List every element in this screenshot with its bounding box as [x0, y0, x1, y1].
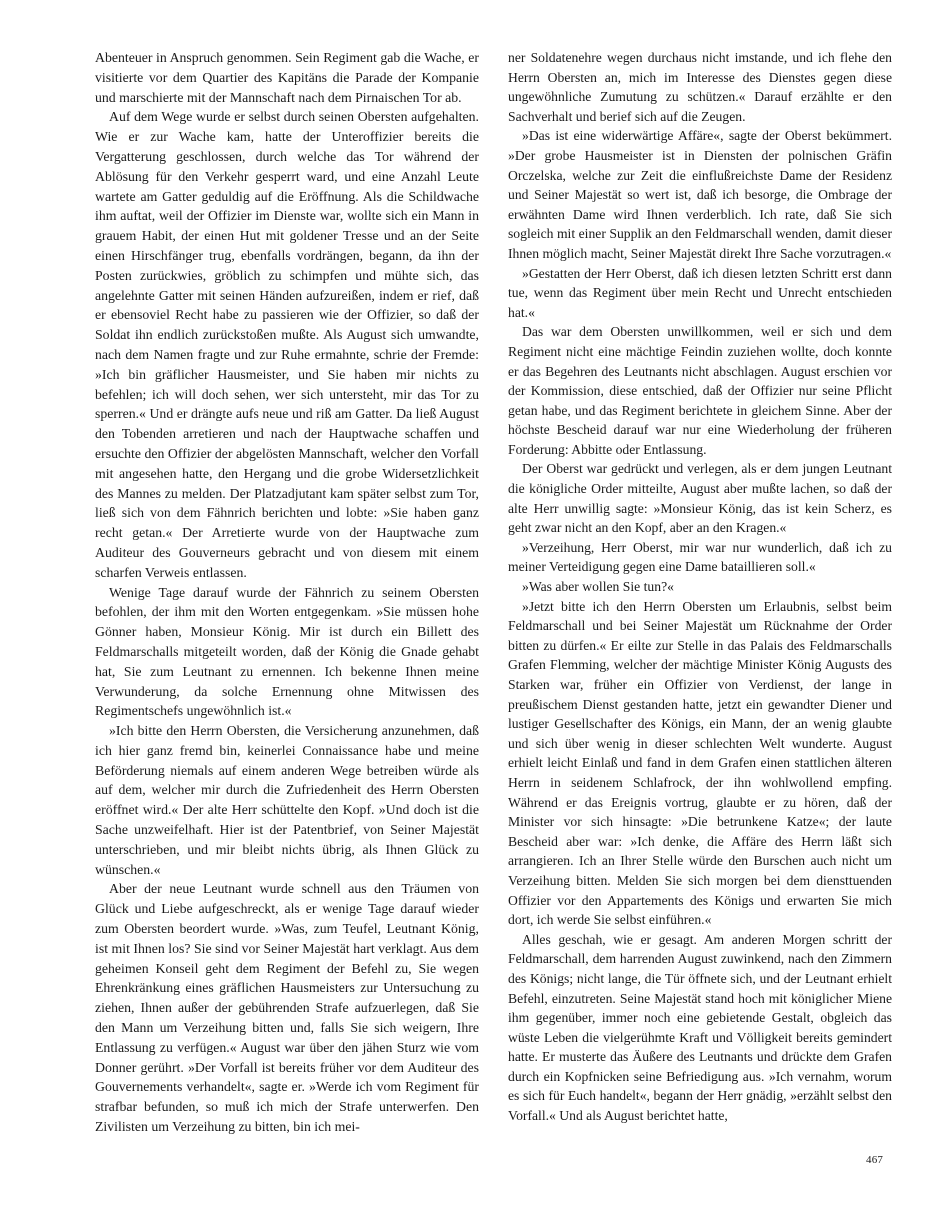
paragraph: ner Soldatenehre wegen durchaus nicht imstande, und ich flehe den Herrn Obersten an, mich im Interesse des Dienstes gegen diese ungewöhnliche Zumutung zu schützen.« Darauf erzählte er den Sachverhalt und berief sich auf die Zeugen.: [508, 50, 892, 124]
paragraph: Das war dem Obersten unwillkommen, weil er sich und dem Regiment nicht eine mächtige Feindin zuziehen wollte, doch konnte er das Begehren des Leutnants nicht abschlagen. August erschien vor der Kommission, diese entschied, daß der Offizier nur seine Pflicht getan habe, und das Regiment berichtete in gleichem Sinne. Aber der höchste Bescheid darauf war nur eine Wiederholung der früheren Forderung: Abbitte oder Entlassung.: [508, 324, 892, 457]
paragraph: Abenteuer in Anspruch genommen. Sein Regiment gab die Wache, er visitierte vor dem Quartier des Kapitäns die Parade der Kompanie und marschierte mit der Mannschaft nach dem Pirnaischen Tor ab.: [95, 50, 479, 105]
paragraph: Alles geschah, wie er gesagt. Am anderen Morgen schritt der Feldmarschall, dem harrenden August zuwinkend, nach den Zimmern des Königs; nicht lange, die Tür öffnete sich, und der Leutnant erhielt Befehl, einzutreten. Seine Majestät stand hoch mit königlicher Miene ihm gegenüber, immer noch eine gebietende Gestalt, obgleich das wüste Leben die vielgerühmte Kraft und Völligkeit bereits gemindert hatte. Er musterte das Äußere des Leutnants und drückte dem Grafen durch ein Kopfnicken seine Befriedigung aus. »Ich vernahm, worum es sich für Euch handelt«, begann der Herr gnädig, »erzählt selbst den Vorfall.« Und als August berichtet hatte,: [508, 931, 892, 1124]
paragraph: Wenige Tage darauf wurde der Fähnrich zu seinem Obersten befohlen, der ihm mit den Worten entgegenkam. »Sie müssen hohe Gönner haben, Monsieur König. Mir ist durch ein Billett des Feldmarschalls mitgeteilt worden, daß der König die Gnade gehabt hat, Sie zum Leutnant zu ernennen. Ich bekenne Ihnen meine Verwunderung, da solche Ernennung ohne Mitwissen des Regimentschefs ungewöhnlich ist.«: [95, 584, 479, 719]
left-text-column: [95, 48, 479, 1137]
paragraph: »Das ist eine widerwärtige Affäre«, sagte der Oberst bekümmert. »Der grobe Hausmeister ist in Diensten der polnischen Gräfin Orczelska, welche zur Zeit die einflußreichste Dame der Residenz und Seiner Majestät so wert ist, daß ich besorge, die Ombrage der erwähnten Dame wird Ihnen verderblich. Ich rate, daß Sie sich sogleich mit einer Supplik an den Feldmarschall wenden, damit dieser Ihnen möglich macht, Seiner Majestät direkt Ihre Sache vorzutragen.«: [508, 128, 892, 261]
page-number: 467: [866, 1154, 884, 1166]
paragraph: »Was aber wollen Sie tun?«: [522, 579, 674, 595]
paragraph: Aber der neue Leutnant wurde schnell aus den Träumen von Glück und Liebe aufgeschreckt, als er wenige Tage darauf wieder zum Obersten beordert wurde. »Was, zum Teufel, Leutnant König, ist mit Ihnen los? Sie sind vor Seiner Majestät hart verklagt. Aus dem geheimen Konseil geht dem Regiment der Befehl zu, Sie wegen Ehrenkränkung eines gräflichen Hausmeisters zur Untersuchung zu ziehen, Ihnen außer der gebührenden Strafe aufzuerlegen, daß Sie den Mann um Verzeihung bitten und, falls Sie sich weigern, Ihre Entlassung zu verfügen.« August war über den jähen Sturz wie vom Donner gerührt. »Der Vorfall ist bereits früher vor dem Auditeur des Gouvernements verhandelt«, sagte er. »Werde ich vom Regiment für strafbar befunden, so muß ich mich der Strafe unterwerfen. Den Zivilisten um Verzeihung zu bitten, bin ich mei-: [95, 881, 479, 1135]
right-text-column: [508, 48, 892, 1126]
paragraph: »Gestatten der Herr Oberst, daß ich diesen letzten Schritt erst dann tue, wenn das Regiment über mein Recht und Unrecht entschieden hat.«: [508, 265, 892, 320]
paragraph: »Ich bitte den Herrn Obersten, die Versicherung anzunehmen, daß ich hier ganz fremd bin, keinerlei Connaissance habe und meine Beförderung niemals auf einem anderen Wege betreiben würde als auf dem, welcher mir durch die Zufriedenheit des Herrn Obersten eröffnet wird.« Der alte Herr schüttelte den Kopf. »Und doch ist die Sache unzweifelhaft. Hier ist der Patentbrief, von Seiner Majestät unterschrieben, und mir bleibt nichts übrig, als Ihnen Glück zu wünschen.«: [95, 723, 479, 877]
paragraph: Auf dem Wege wurde er selbst durch seinen Obersten aufgehalten. Wie er zur Wache kam, hatte der Unteroffizier bereits die Vergatterung geschlossen, durch welche das Tor während der Ablösung für den Verkehr gesperrt ward, und eine Anzahl Leute wartete am Gatter geduldig auf die Eröffnung. Als die Schildwache ihm auftat, weil der Offizier im Dienste war, wollte sich ein Mann in grauem Habit, der einen Hut mit goldener Tresse und an der Seite einen Hirschfänger trug, ebenfalls vordrängen, begann, da ihn der Posten zurückwies, gröblich zu schimpfen und mühte sich, das angelehnte Gatter mit seinen Händen aufzureißen, indem er rief, daß er ebensoviel Recht habe zu passieren wie der Offizier, so daß der Soldat ihn endlich zurückstoßen mußte. Als August sich umwandte, nach dem Namen fragte und zur Ruhe ermahnte, schrie der Fremde: »Ich bin gräflicher Hausmeister, und Sie haben mir nichts zu befehlen; ich will doch sehen, wer sich untersteht, mir das Tor zu sperren.« Und er drängte aufs neue und riß am Gatter. Da ließ August den Tobenden arretieren und nach der Hauptwache schaffen und ersuchte den Offizier der abgelösten Mannschaft, welcher den Vorfall mit angesehen hatte, den Hergang und die grobe Widersetzlichkeit des Mannes zu melden. Der Platzadjutant kam später selbst zum Tor, ließ sich von dem Fähnrich berichten und lobte: »Sie haben ganz recht getan.« Der Arretierte wurde von der Hauptwache zum Auditeur des Gouverneurs gebracht und von diesem mit einem scharfen Verweis entlassen.: [95, 109, 479, 580]
paragraph: »Verzeihung, Herr Oberst, mir war nur wunderlich, daß ich zu meiner Verteidigung gegen eine Dame bataillieren soll.«: [508, 539, 892, 575]
paragraph: Der Oberst war gedrückt und verlegen, als er dem jungen Leutnant die königliche Order mitteilte, August aber mußte lachen, so daß der alte Herr unwillig sagte: »Monsieur König, das ist kein Scherz, es geht zwar nicht an den Kopf, aber an den Kragen.«: [508, 461, 892, 536]
paragraph: »Jetzt bitte ich den Herrn Obersten um Erlaubnis, selbst beim Feldmarschall und bei Seiner Majestät um Rücknahme der Order bitten zu dürfen.« Er eilte zur Stelle in das Palais des Feldmarschalls Grafen Flemming, welcher der mächtige Minister König Augusts des Starken war, früher ein Offizier von Verdienst, der lange in preußischem Dienst gestanden hatte, jetzt ein gewandter Diener und lustiger Gesellschafter des Königs, ein Mann, der an wenig glaubte und sich über wenig in dieser schlechten Welt wunderte. August erhielt leicht Einlaß und fand in dem Grafen einen stattlichen älteren Herrn in seidenem Schlafrock, der ihn wohlwollend empfing. Während er das Ereignis vortrug, glaubte er zu hören, daß der Minister vor sich hinsagte: »Die betrunkene Katze«; der laute Bescheid aber war: »Ich denke, die Affäre des Herrn läßt sich arrangieren. Ich an Ihrer Stelle würde den Burschen auch nicht um Verzeihung bitten. Melden Sie sich morgen bei dem diensttuenden Offizier vor den Appartements des Königs und erwarten Sie mich dort, ich werde Sie selbst einführen.«: [508, 598, 892, 928]
